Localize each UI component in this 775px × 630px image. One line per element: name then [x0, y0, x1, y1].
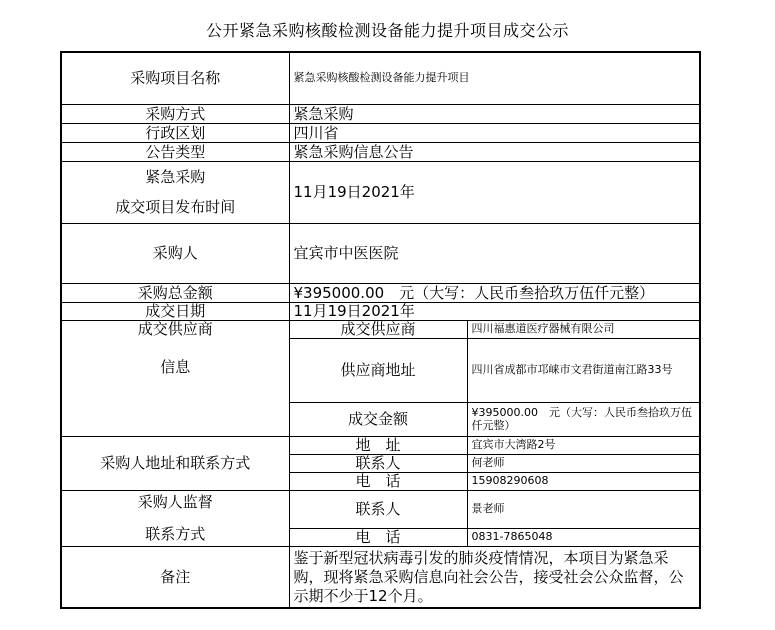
- purchaser-contact-label: 采购人地址和联系方式: [61, 436, 289, 490]
- project-name-value: 紧急采购核酸检测设备能力提升项目: [289, 52, 700, 104]
- project-name-label: 采购项目名称: [61, 52, 289, 104]
- deal-date-label: 成交日期: [61, 302, 289, 320]
- deal-date-value: 11月19日2021年: [289, 302, 700, 320]
- supervision-contact-value: 景老师: [467, 490, 700, 528]
- supplier-name-label: 成交供应商: [289, 320, 467, 338]
- publish-time-value: 11月19日2021年: [289, 161, 700, 223]
- purchaser-label: 采购人: [61, 223, 289, 283]
- table-row: [61, 283, 700, 302]
- purchaser-contact-person-label: 联系人: [289, 454, 467, 472]
- publish-time-label-line1: 紧急采购: [145, 168, 206, 186]
- supervision-phone-value: 0831-7865048: [467, 528, 700, 546]
- total-amount-label: 采购总金额: [61, 283, 289, 302]
- table-row: [61, 142, 700, 161]
- table-row: [61, 161, 700, 223]
- page-title: 公开紧急采购核酸检测设备能力提升项目成交公示: [205, 21, 569, 40]
- purchaser-contact-person-value: 何老师: [467, 454, 700, 472]
- supervision-contact-label: 联系人: [289, 490, 467, 528]
- supplier-name-value: 四川福惠道医疗器械有限公司: [467, 320, 700, 338]
- supervision-label-line1: 采购人监督: [137, 493, 213, 511]
- table-row: [61, 546, 700, 608]
- notice-type-value: 紧急采购信息公告: [289, 142, 700, 161]
- region-value: 四川省: [289, 123, 700, 142]
- supplier-info-label-line1: 成交供应商: [137, 320, 213, 338]
- total-amount-value: ¥395000.00 元（大写：人民币叁拾玖万伍仟元整）: [289, 283, 700, 302]
- method-label: 采购方式: [61, 104, 289, 123]
- table-row: [61, 320, 700, 338]
- purchaser-phone-label: 电 话: [289, 472, 467, 490]
- supplier-info-label: [61, 320, 289, 436]
- table-row: [61, 104, 700, 123]
- deal-amount-value: ¥395000.00 元（大写：人民币叁拾玖万伍仟元整）: [467, 402, 700, 436]
- announcement-table: [60, 51, 701, 609]
- table-row: [61, 302, 700, 320]
- purchaser-value: 宜宾市中医医院: [289, 223, 700, 283]
- table-row: [61, 223, 700, 283]
- publish-time-label-line2: 成交项目发布时间: [115, 198, 236, 216]
- supervision-phone-label: 电 话: [289, 528, 467, 546]
- table-row: [61, 123, 700, 142]
- publish-time-label: [61, 161, 289, 223]
- purchaser-address-label: 地 址: [289, 436, 467, 454]
- remark-value: 鉴于新型冠状病毒引发的肺炎疫情情况，本项目为紧急采购，现将紧急采购信息向社会公告，接受社会公众监督，公示期不少于12个月。: [289, 546, 700, 608]
- notice-type-label: 公告类型: [61, 142, 289, 161]
- supplier-address-value: 四川省成都市邛崃市文君街道南江路33号: [467, 338, 700, 402]
- supplier-address-label: 供应商地址: [289, 338, 467, 402]
- supervision-label: [61, 490, 289, 546]
- remark-label: 备注: [61, 546, 289, 608]
- purchaser-phone-value: 15908290608: [467, 472, 700, 490]
- method-value: 紧急采购: [289, 104, 700, 123]
- purchaser-address-value: 宜宾市大湾路2号: [467, 436, 700, 454]
- supervision-label-line2: 联系方式: [145, 525, 206, 543]
- table-row: [61, 436, 700, 454]
- supplier-info-label-line2: 信息: [160, 357, 191, 376]
- deal-amount-label: 成交金额: [289, 402, 467, 436]
- table-row: [61, 490, 700, 528]
- table-row: [61, 52, 700, 104]
- region-label: 行政区划: [61, 123, 289, 142]
